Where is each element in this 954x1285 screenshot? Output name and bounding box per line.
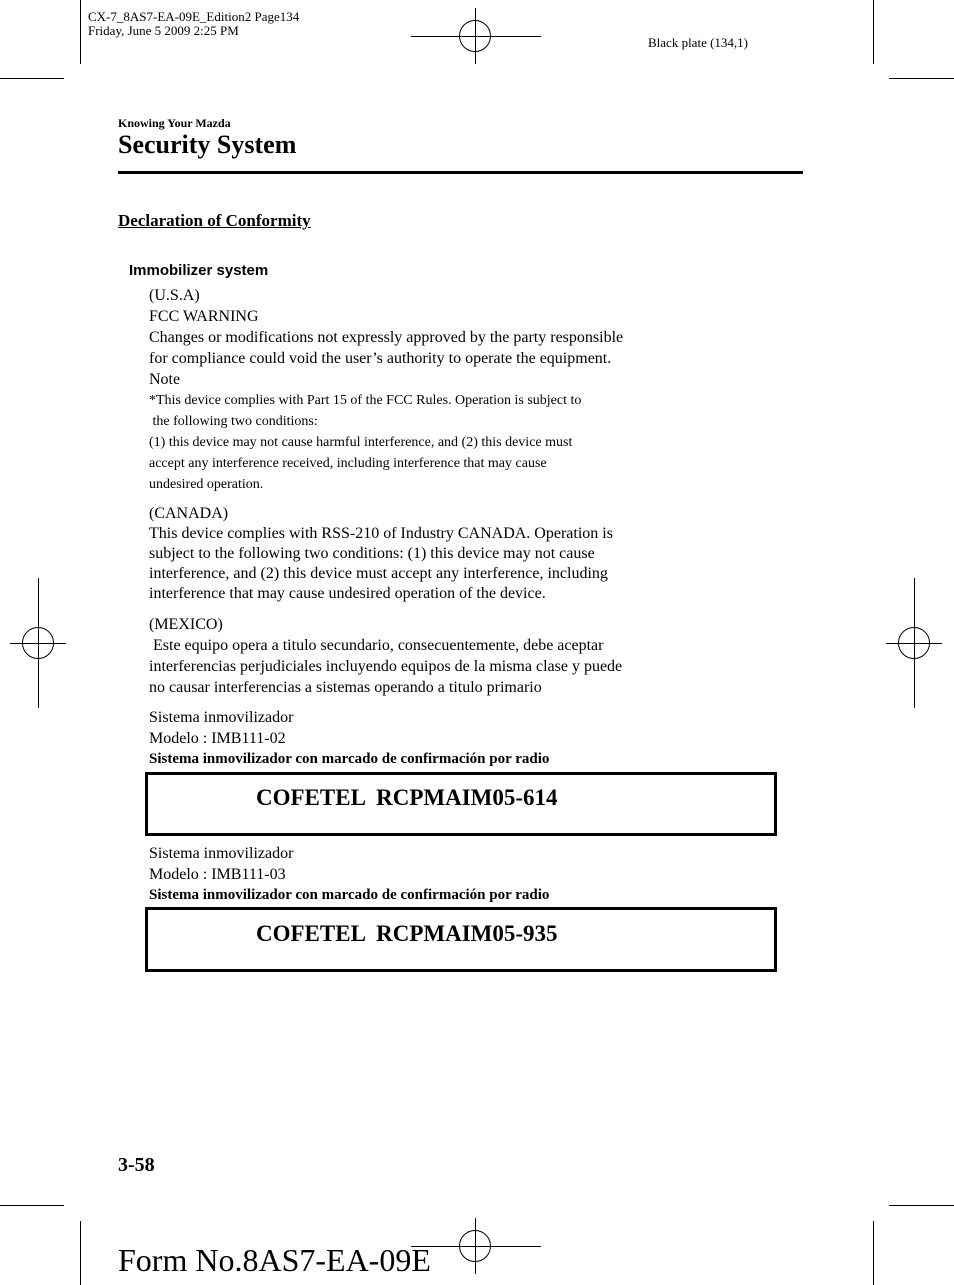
model-number: Modelo : IMB111-02 [149,730,286,747]
canada-line: interference, and (2) this device must accept any interference, including [149,565,608,582]
mexico-line: Este equipo opera a titulo secundario, consecuentemente, debe aceptar [149,637,604,654]
usa-region: (U.S.A) [149,287,200,304]
registration-mark-top [411,8,541,64]
title-rule [118,171,803,174]
canada-block [149,504,613,604]
model-marking: Sistema inmovilizador con marcado de confirmación por radio [149,887,550,903]
fcc-warning-line: for compliance could void the user’s authority to operate the equipment. [149,350,612,367]
fcc-warning-line: Changes or modifications not expressly approved by the party responsible [149,329,624,346]
form-number: Form No.8AS7-EA-09E [118,1242,431,1278]
fcc-warning-title: FCC WARNING [149,308,259,325]
immobilizer-subheading: Immobilizer system [129,262,269,279]
canada-region: (CANADA) [149,505,229,522]
mexico-region: (MEXICO) [149,616,223,633]
declaration-heading: Declaration of Conformity [118,211,311,230]
page-title: Security System [118,130,297,159]
fcc-note-line: accept any interference received, including interference that may cause [149,456,547,471]
fcc-note-line: *This device complies with Part 15 of the FCC Rules. Operation is subject to [149,393,582,408]
cofetel-code: COFETEL RCPMAIM05-614 [256,785,558,810]
fcc-note-line: undesired operation. [149,477,264,492]
registration-mark-left [10,578,66,708]
registration-mark-right [886,578,942,708]
print-job-name: CX-7_8AS7-EA-09E_Edition2 Page134 [88,9,300,24]
section-label: Knowing Your Mazda [118,116,231,130]
usa-block [149,285,623,390]
cofetel-box-1 [145,772,777,836]
cofetel-box-2 [145,907,777,972]
fcc-note-line: the following two conditions: [149,414,318,429]
note-title: Note [149,371,181,388]
model-marking: Sistema inmovilizador con marcado de confirmación por radio [149,751,550,767]
mexico-line: no causar interferencias a sistemas operando a titulo primario [149,679,542,696]
model-system: Sistema inmovilizador [149,845,294,862]
model-block-2 [149,843,549,906]
canada-line: interference that may cause undesired operation of the device. [149,585,546,602]
model-block-1 [149,707,549,770]
model-system: Sistema inmovilizador [149,709,294,726]
plate-label: Black plate (134,1) [648,35,748,50]
canada-line: This device complies with RSS-210 of Industry CANADA. Operation is [149,525,613,542]
print-job-date: Friday, June 5 2009 2:25 PM [88,23,239,38]
fcc-note-block [149,390,581,495]
page-number: 3-58 [118,1154,155,1176]
canada-line: subject to the following two conditions: (1) this device may not cause [149,545,595,562]
cofetel-code: COFETEL RCPMAIM05-935 [256,921,558,946]
mexico-line: interferencias perjudiciales incluyendo equipos de la misma clase y puede [149,658,623,675]
model-number: Modelo : IMB111-03 [149,866,286,883]
fcc-note-line: (1) this device may not cause harmful interference, and (2) this device must [149,435,573,450]
mexico-block [149,614,622,698]
